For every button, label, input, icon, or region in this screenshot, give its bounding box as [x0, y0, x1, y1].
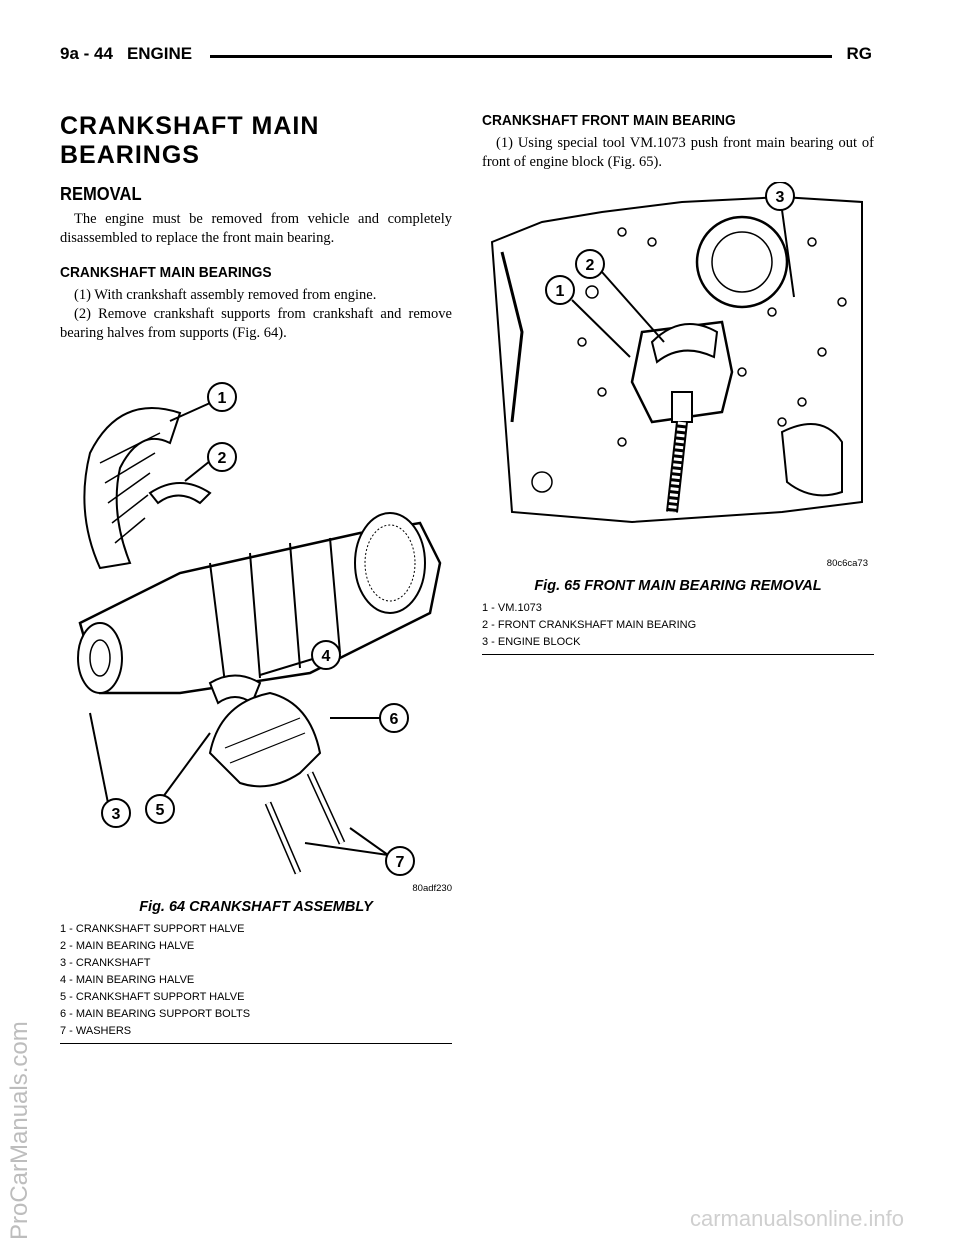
- page-header: [60, 44, 872, 72]
- legend-item: 3 - CRANKSHAFT: [60, 957, 151, 969]
- header-rule: [210, 55, 832, 58]
- figure-65: [482, 182, 874, 572]
- legend-rule: [482, 654, 874, 655]
- step-2: (2) Remove crankshaft supports from crankshaft and remove bearing halves from supports (Fig. 64).: [60, 306, 452, 341]
- bottom-watermark: carmanualsonline.info: [689, 1206, 904, 1231]
- legend-item: 1 - VM.1073: [482, 602, 542, 614]
- vehicle-code: RG: [846, 44, 872, 63]
- left-column: [60, 108, 452, 1044]
- figure-64-legend: [60, 921, 452, 1040]
- figure-65-legend: [482, 600, 874, 651]
- figure-64-code: 80adf230: [412, 883, 452, 894]
- right-column: [482, 108, 874, 655]
- legend-rule: [60, 1043, 452, 1044]
- legend-item: 2 - MAIN BEARING HALVE: [60, 940, 195, 952]
- main-title: CRANKSHAFT MAIN BEARINGS: [60, 112, 320, 169]
- figure-65-code: 80c6ca73: [826, 558, 868, 569]
- figure-64-caption: Fig. 64 CRANKSHAFT ASSEMBLY: [139, 899, 373, 915]
- figure-64-callout: 6: [389, 711, 399, 728]
- figure-64-callout: 1: [217, 390, 227, 407]
- step-1: (1) With crankshaft assembly removed from engine.: [74, 287, 377, 303]
- front-bearing-heading: CRANKSHAFT FRONT MAIN BEARING: [482, 112, 736, 129]
- figure-64-callout: 2: [217, 450, 227, 467]
- subsection-heading: CRANKSHAFT MAIN BEARINGS: [60, 264, 272, 281]
- legend-item: 5 - CRANKSHAFT SUPPORT HALVE: [60, 991, 245, 1003]
- figure-65-caption: Fig. 65 FRONT MAIN BEARING REMOVAL: [534, 578, 822, 594]
- removal-text: The engine must be removed from vehicle and completely disassembled to replace the front main bearing.: [60, 211, 452, 246]
- figure-64-callout: 7: [395, 854, 405, 871]
- figure-64-callout: 5: [155, 802, 165, 819]
- figure-64-callout: 3: [111, 806, 121, 823]
- side-watermark: ProCarManuals.com: [6, 1021, 33, 1240]
- legend-item: 3 - ENGINE BLOCK: [482, 636, 581, 648]
- legend-item: 6 - MAIN BEARING SUPPORT BOLTS: [60, 1008, 251, 1020]
- engine-block-illustration: [482, 182, 874, 572]
- front-step-1: (1) Using special tool VM.1073 push front main bearing out of front of engine block (Fig. 65).: [482, 135, 874, 170]
- legend-item: 1 - CRANKSHAFT SUPPORT HALVE: [60, 923, 245, 935]
- figure-65-callout: 3: [775, 189, 785, 206]
- legend-item: 4 - MAIN BEARING HALVE: [60, 974, 195, 986]
- section-name: ENGINE: [126, 44, 193, 63]
- removal-heading: REMOVAL: [60, 184, 142, 204]
- legend-item: 7 - WASHERS: [60, 1025, 132, 1037]
- figure-64: [60, 373, 452, 893]
- legend-item: 2 - FRONT CRANKSHAFT MAIN BEARING: [482, 619, 697, 631]
- figure-65-callout: 1: [555, 283, 565, 300]
- page-number: 9a - 44: [60, 44, 113, 63]
- crankshaft-assembly-illustration: [60, 373, 452, 893]
- header-left: [60, 44, 192, 64]
- figure-65-callout: 2: [585, 257, 595, 274]
- figure-64-callout: 4: [321, 648, 331, 665]
